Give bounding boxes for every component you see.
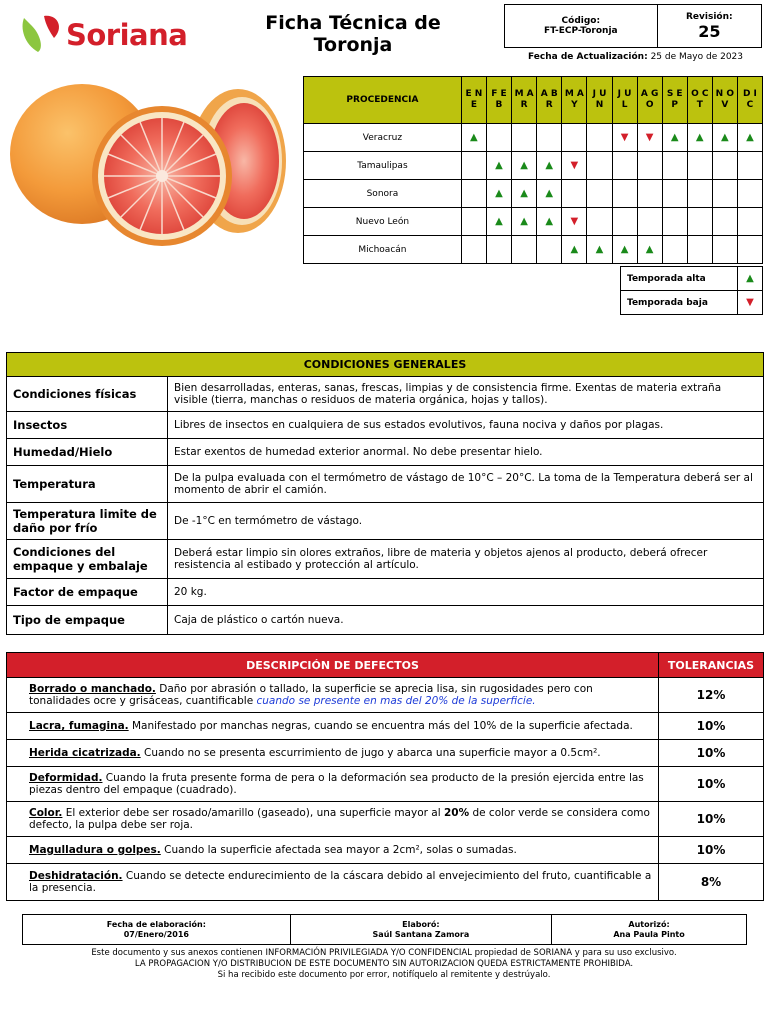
condition-value: Estar exentos de humedad exterior anormal. No debe presentar hielo.	[168, 439, 764, 466]
legend-high-label: Temporada alta	[621, 267, 738, 291]
condition-label: Temperatura limite de daño por frío	[7, 503, 168, 540]
defect-text: Cuando se detecte endurecimiento de la cáscara debido al envejecimiento del fruto, cuantificable a la presencia.	[29, 870, 652, 894]
signature-label: Elaboró:	[402, 919, 440, 929]
defect-name: Deshidratación.	[29, 870, 123, 882]
triangle-up-icon: ▲	[495, 188, 503, 199]
season-cell	[612, 236, 637, 264]
season-cell	[486, 152, 511, 180]
code-label: Código:	[561, 16, 601, 26]
origin-label: Michoacán	[304, 236, 462, 264]
season-cell	[712, 124, 737, 152]
defect-description	[7, 837, 659, 864]
season-cell	[562, 180, 587, 208]
season-cell	[612, 124, 637, 152]
defect-description	[7, 740, 659, 767]
defect-text: El exterior debe ser rosado/amarillo (gaseado), una superficie mayor al	[62, 807, 444, 819]
season-cell	[712, 236, 737, 264]
season-cell	[562, 236, 587, 264]
defect-tolerance: 10%	[659, 767, 764, 802]
season-legend	[620, 266, 763, 315]
season-cell	[587, 180, 612, 208]
signature-cell	[23, 915, 291, 945]
defect-description	[7, 767, 659, 802]
soriana-logo	[18, 10, 198, 58]
season-row	[304, 180, 763, 208]
season-cell	[562, 208, 587, 236]
month-header: N O V	[712, 77, 737, 124]
season-cell	[737, 180, 762, 208]
triangle-up-icon: ▲	[595, 244, 604, 255]
update-value: 25 de Mayo de 2023	[650, 52, 743, 62]
month-header: A G O	[637, 77, 662, 124]
defect-name: Herida cicatrizada.	[29, 747, 141, 759]
defect-name: Borrado o manchado.	[29, 683, 156, 695]
signature-value: Saúl Santana Zamora	[372, 929, 470, 939]
footer-line-1: Este documento y sus anexos contienen INFORMACIÓN PRIVILEGIADA Y/O CONFIDENCIAL propiedad de SORIANA y para su uso exclusivo.	[91, 948, 677, 958]
defect-name: Magulladura o golpes.	[29, 844, 161, 856]
season-cell	[486, 124, 511, 152]
tolerance-header: TOLERANCIAS	[659, 653, 764, 678]
defect-description	[7, 678, 659, 713]
revision-value: 25	[698, 21, 721, 41]
season-header-procedencia: PROCEDENCIA	[304, 77, 462, 124]
title-line-1: Ficha Técnica de	[265, 12, 441, 34]
season-cell	[461, 208, 486, 236]
condition-value: Deberá estar limpio sin olores extraños, libre de materia y objetos ajenos al producto, deberá ofrecer resistencia al estibado y protección al artículo.	[168, 540, 764, 579]
season-cell	[687, 152, 712, 180]
legend-low-label: Temporada baja	[621, 291, 738, 315]
defect-text: Manifestado por manchas negras, cuando se encuentra más del 10% de la superficie afectada.	[128, 720, 633, 732]
condition-value: 20 kg.	[168, 579, 764, 606]
defect-bold-value: 20%	[443, 807, 470, 819]
season-cell	[637, 180, 662, 208]
code-box	[504, 4, 762, 48]
season-cell	[737, 208, 762, 236]
month-header: E N E	[461, 77, 486, 124]
bullet	[11, 772, 29, 784]
season-cell	[486, 236, 511, 264]
triangle-up-icon: ▲	[670, 132, 679, 143]
condition-row	[7, 606, 764, 635]
triangle-up-icon: ▲	[545, 188, 554, 199]
season-cell	[662, 152, 687, 180]
season-cell	[486, 180, 511, 208]
origin-label: Tamaulipas	[304, 152, 462, 180]
season-cell	[637, 152, 662, 180]
condition-row	[7, 466, 764, 503]
bullet	[11, 870, 29, 882]
triangle-up-icon: ▲	[495, 160, 503, 171]
signature-cell	[552, 915, 747, 945]
month-header: D I C	[737, 77, 762, 124]
defect-tolerance: 8%	[659, 864, 764, 901]
signature-cell	[290, 915, 551, 945]
triangle-up-icon: ▲	[620, 244, 629, 255]
month-header: O C T	[687, 77, 712, 124]
document-title	[248, 12, 458, 56]
signature-table	[22, 914, 747, 945]
season-cell	[511, 180, 536, 208]
season-row	[304, 152, 763, 180]
origin-label: Veracruz	[304, 124, 462, 152]
code-value: FT-ECP-Toronja	[544, 26, 618, 36]
season-table	[303, 76, 763, 264]
triangle-up-icon: ▲	[520, 160, 528, 171]
triangle-up-icon: ▲	[570, 244, 579, 255]
condition-value: Libres de insectos en cualquiera de sus estados evolutivos, fauna nociva y daños por plagas.	[168, 412, 764, 439]
defect-tolerance: 10%	[659, 837, 764, 864]
condition-label: Humedad/Hielo	[7, 439, 168, 466]
soriana-logo-icon	[18, 10, 66, 58]
triangle-up-icon: ▲	[545, 160, 554, 171]
season-cell	[511, 236, 536, 264]
season-cell	[737, 152, 762, 180]
season-cell	[587, 152, 612, 180]
triangle-up-icon: ▲	[520, 188, 528, 199]
conditions-table	[6, 352, 764, 635]
season-cell	[537, 152, 562, 180]
revision-label: Revisión:	[686, 11, 733, 22]
condition-value: De la pulpa evaluada con el termómetro de vástago de 10°C – 20°C. La toma de la Temperatura deberá ser al momento de abrir el camión.	[168, 466, 764, 503]
season-cell	[562, 124, 587, 152]
bullet	[11, 720, 29, 732]
condition-label: Condiciones físicas	[7, 377, 168, 412]
defect-row	[7, 837, 764, 864]
month-header: M A R	[511, 77, 536, 124]
signature-label: Autorizó:	[628, 919, 670, 929]
season-cell	[587, 208, 612, 236]
month-header: S E P	[662, 77, 687, 124]
season-cell	[712, 152, 737, 180]
season-cell	[662, 180, 687, 208]
defect-text-cont: de color verde se considera como defecto, la pulpa debe ser roja.	[29, 807, 650, 831]
bullet	[11, 683, 29, 695]
defect-row	[7, 864, 764, 901]
season-cell	[461, 180, 486, 208]
month-header: J U N	[587, 77, 612, 124]
season-cell	[511, 152, 536, 180]
condition-label: Tipo de empaque	[7, 606, 168, 635]
defect-text: Cuando la superficie afectada sea mayor a 2cm², solas o sumadas.	[160, 844, 517, 856]
triangle-down-icon: ▼	[570, 160, 579, 171]
month-header: A B R	[537, 77, 562, 124]
triangle-down-icon: ▼	[746, 297, 754, 308]
update-label: Fecha de Actualización:	[528, 52, 648, 62]
signature-value: Ana Paula Pinto	[613, 929, 685, 939]
triangle-up-icon: ▲	[746, 132, 754, 143]
footer-line-3: Si ha recibido este documento por error, notifíquelo al remitente y destrúyalo.	[217, 970, 551, 980]
season-row	[304, 236, 763, 264]
season-cell	[687, 180, 712, 208]
defect-row	[7, 713, 764, 740]
condition-row	[7, 439, 764, 466]
condition-label: Temperatura	[7, 466, 168, 503]
triangle-up-icon: ▲	[520, 216, 528, 227]
month-header: J U L	[612, 77, 637, 124]
season-row	[304, 124, 763, 152]
triangle-down-icon: ▼	[645, 132, 654, 143]
defect-text: Cuando no se presenta escurrimiento de jugo y abarca una superficie mayor a 0.5cm².	[140, 747, 601, 759]
signature-value: 07/Enero/2016	[123, 929, 189, 939]
signature-label: Fecha de elaboración:	[106, 919, 206, 929]
defect-row	[7, 740, 764, 767]
condition-row	[7, 412, 764, 439]
season-cell	[486, 208, 511, 236]
season-cell	[612, 180, 637, 208]
defects-table	[6, 652, 764, 901]
season-cell	[737, 236, 762, 264]
defect-name: Lacra, fumagina.	[29, 720, 129, 732]
defect-tolerance: 10%	[659, 740, 764, 767]
season-cell	[461, 124, 486, 152]
confidentiality-footer	[0, 948, 768, 981]
triangle-down-icon: ▼	[570, 216, 579, 227]
grapefruit-image	[4, 76, 290, 246]
origin-label: Nuevo León	[304, 208, 462, 236]
season-cell	[637, 124, 662, 152]
condition-value: Bien desarrolladas, enteras, sanas, frescas, limpias y de consistencia firme. Exentas de materia extraña visible (tierra, manchas o residuos de materia orgánica, hojas y tallos).	[168, 377, 764, 412]
season-cell	[662, 236, 687, 264]
condition-label: Factor de empaque	[7, 579, 168, 606]
season-cell	[511, 208, 536, 236]
season-cell	[461, 236, 486, 264]
defect-row	[7, 767, 764, 802]
defect-description	[7, 713, 659, 740]
defect-description	[7, 864, 659, 901]
bullet	[11, 844, 29, 856]
season-cell	[587, 236, 612, 264]
triangle-up-icon: ▲	[470, 132, 478, 143]
triangle-down-icon: ▼	[620, 132, 629, 143]
footer-line-2: LA PROPAGACION Y/O DISTRIBUCION DE ESTE DOCUMENTO SIN AUTORIZACION QUEDA ESTRICTAMENTE PROHIBIDA.	[134, 959, 634, 969]
season-cell	[612, 208, 637, 236]
season-cell	[687, 236, 712, 264]
season-cell	[511, 124, 536, 152]
title-line-2: Toronja	[313, 34, 393, 56]
season-cell	[587, 124, 612, 152]
season-row	[304, 208, 763, 236]
season-cell	[537, 180, 562, 208]
conditions-title: CONDICIONES GENERALES	[7, 353, 764, 377]
defect-row	[7, 802, 764, 837]
defect-row	[7, 678, 764, 713]
origin-label: Sonora	[304, 180, 462, 208]
update-date	[528, 52, 743, 62]
condition-row	[7, 377, 764, 412]
defect-name: Deformidad.	[29, 772, 103, 784]
triangle-up-icon: ▲	[645, 244, 654, 255]
season-cell	[737, 124, 762, 152]
triangle-up-icon: ▲	[545, 216, 554, 227]
condition-row	[7, 540, 764, 579]
bullet	[11, 747, 29, 759]
condition-row	[7, 503, 764, 540]
month-header: F E B	[486, 77, 511, 124]
month-header: M A Y	[562, 77, 587, 124]
season-cell	[461, 152, 486, 180]
bullet	[11, 807, 29, 819]
defect-tolerance: 12%	[659, 678, 764, 713]
defect-tolerance: 10%	[659, 802, 764, 837]
season-cell	[662, 208, 687, 236]
season-cell	[662, 124, 687, 152]
condition-label: Insectos	[7, 412, 168, 439]
season-cell	[537, 236, 562, 264]
season-cell	[637, 236, 662, 264]
brand-name: Soriana	[66, 18, 188, 52]
defect-text: Cuando la fruta presente forma de pera o la deformación sea producto de la presión ejercida entre las piezas dentro del empaque (cuadrado).	[29, 772, 644, 796]
triangle-up-icon: ▲	[720, 132, 729, 143]
condition-value: De -1°C en termómetro de vástago.	[168, 503, 764, 540]
defect-text: Daño por abrasión o tallado, la superficie se aprecia lisa, sin rugosidades pero con tonalidades ocre y grisáceas, cuantificable	[29, 683, 593, 707]
season-cell	[687, 208, 712, 236]
defect-name: Color.	[29, 807, 63, 819]
defect-description	[7, 802, 659, 837]
defects-title: DESCRIPCIÓN DE DEFECTOS	[7, 653, 659, 678]
season-cell	[537, 208, 562, 236]
season-cell	[637, 208, 662, 236]
condition-label: Condiciones del empaque y embalaje	[7, 540, 168, 579]
defect-quantifier: cuando se presente en mas del 20% de la superficie.	[256, 695, 536, 707]
triangle-up-icon: ▲	[695, 132, 704, 143]
triangle-up-icon: ▲	[746, 273, 754, 284]
defect-tolerance: 10%	[659, 713, 764, 740]
condition-row	[7, 579, 764, 606]
triangle-up-icon: ▲	[495, 216, 503, 227]
season-cell	[712, 208, 737, 236]
condition-value: Caja de plástico o cartón nueva.	[168, 606, 764, 635]
season-cell	[537, 124, 562, 152]
season-cell	[562, 152, 587, 180]
season-cell	[612, 152, 637, 180]
season-cell	[712, 180, 737, 208]
season-cell	[687, 124, 712, 152]
